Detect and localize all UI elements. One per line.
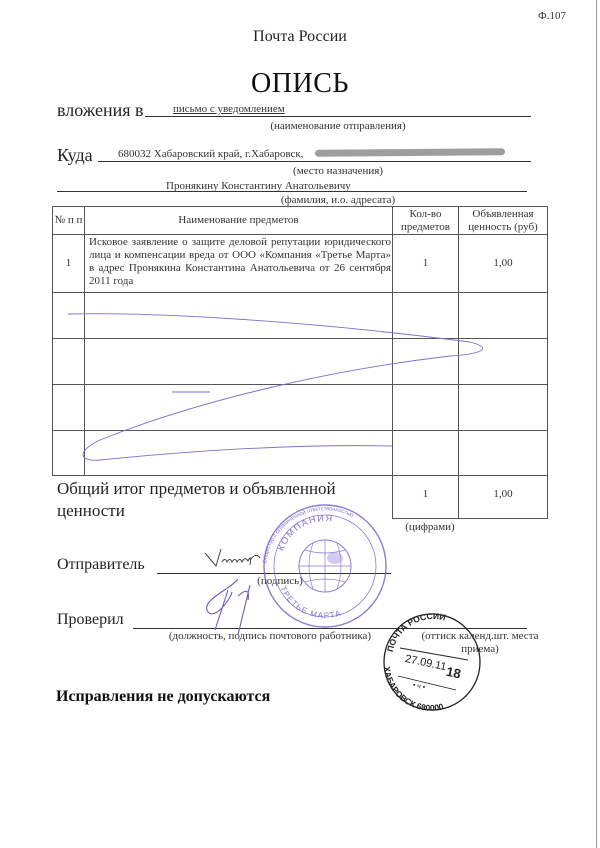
shipment-caption: (наименование отправления) (270, 120, 406, 132)
corrections-warning: Исправления не допускаются (56, 688, 271, 705)
sender-caption: (подпись) (257, 575, 303, 587)
seal-bottom-text: ТРЕТЬЕ МАРТА (278, 584, 343, 621)
company-seal-text (262, 506, 354, 620)
shipment-line (145, 116, 531, 117)
redacted-address (315, 148, 505, 157)
postmark-mark: • ч • (412, 682, 426, 692)
checker-signature (207, 579, 250, 635)
table-row-divider (52, 430, 548, 431)
company-seal (264, 505, 386, 627)
recipient-value: Пронякину Константину Анатольевичу (166, 180, 351, 192)
seal-outer-text: Общество с ограниченной ответственностью (262, 506, 355, 564)
header-quantity: Кол-во предметов (401, 207, 450, 233)
destination-caption: (место назначения) (293, 165, 383, 177)
postmark-top-text: ПОЧТА РОССИИ (384, 610, 447, 653)
row-number: 1 (65, 257, 72, 269)
items-table (52, 206, 548, 476)
row-item-name: Исковое заявление о защите деловой репутации юридического лица и компенсации вреда от ООО «Компания «Третье Марта» в адрес Пронякина Константина Анатольевича от 26 сентября 2011 года (89, 236, 391, 287)
total-box (392, 476, 548, 519)
total-quantity: 1 (422, 488, 429, 500)
stamp-caption: (оттиск календ.шт. места приема) (421, 630, 539, 655)
destination-label: Куда (57, 145, 93, 165)
svg-text:ХАБАРОВСК 680000 (382, 666, 445, 713)
row-quantity: 1 (422, 257, 429, 269)
svg-text:ТРЕТЬЕ МАРТА (278, 585, 342, 620)
scan-edge (596, 0, 597, 848)
table-col-divider (84, 206, 85, 476)
organization-name: Почта России (253, 28, 347, 45)
seal-top-text: КОМПАНИЯ (275, 512, 335, 553)
destination-value: 680032 Хабаровский край, г.Хабаровск, (118, 148, 304, 160)
sender-signature-line (157, 573, 391, 574)
sender-signature (205, 549, 260, 566)
header-name: Наименование предметов (178, 214, 299, 226)
header-number: № п п (54, 214, 83, 226)
postmark-date: 27.09.11 (403, 652, 448, 674)
checked-label: Проверил (57, 611, 124, 628)
form-code: Ф.107 (538, 10, 566, 22)
total-label: Общий итог предметов и объявленной ценности (57, 479, 336, 520)
total-caption: (цифрами) (405, 521, 455, 533)
shipment-label: вложения в (57, 100, 144, 120)
table-row-divider (52, 384, 548, 385)
header-value: Объявленная ценность (руб) (468, 207, 538, 233)
sender-label: Отправитель (57, 556, 145, 573)
table-row-divider (52, 292, 548, 293)
total-value: 1,00 (493, 488, 513, 500)
recipient-caption: (фамилия, и.о. адресата) (280, 194, 396, 206)
row-value: 1,00 (493, 257, 513, 269)
postmark-text (382, 611, 462, 713)
document-title: ОПИСЬ (251, 68, 349, 99)
checked-caption: (должность, подпись почтового работника) (168, 630, 372, 642)
shipment-value: письмо с уведомлением (173, 103, 285, 115)
checked-signature-line (133, 628, 527, 629)
postmark-hour: 18 (444, 663, 463, 682)
destination-line (98, 161, 531, 162)
table-border-right (547, 206, 548, 476)
table-row-divider (52, 338, 548, 339)
postmark-bottom-text: ХАБАРОВСК 680000 (381, 665, 445, 713)
